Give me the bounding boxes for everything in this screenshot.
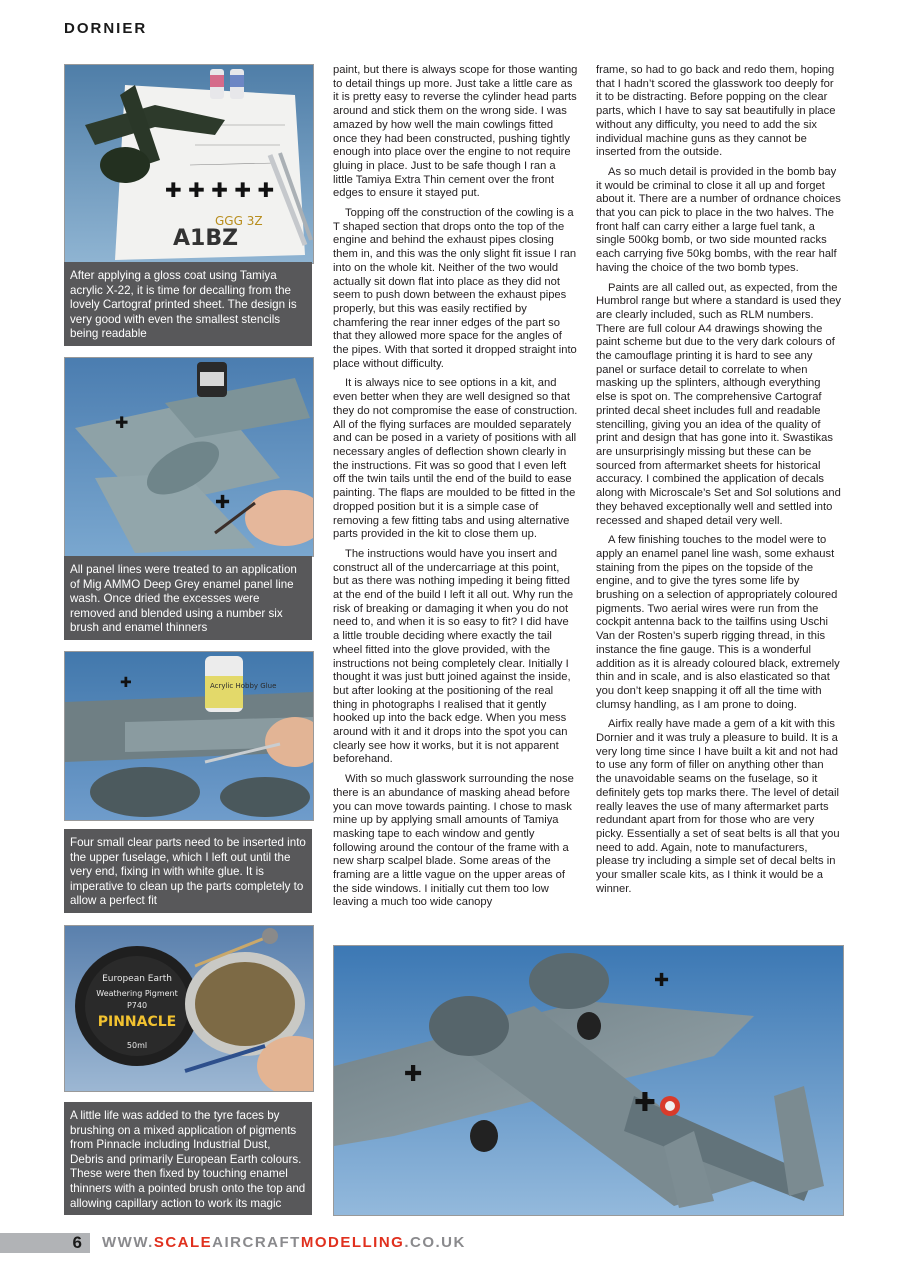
pigment-name: European Earth [102, 974, 172, 984]
paragraph: Paints are all called out, as expected, from the Humbrol range but where a standard is used they are clearly included, such as RLM numbers. There are full colour A4 drawings showing the paint scheme but due to the very dark colours of the camouflage printing it is hard to see any panel or surface detail to correlate to when masking up the splinters, although everything else is spot on. The comprehensive Cartograf printed decal sheet includes full and readable stencilling, giving you an idea of the quality of print and design that has gone into it. Swastikas are unsurprisingly missing but these can be sourced from aftermarket sheets for historical accuracy. I combined the application of decals along with Microscale’s Set and Sol solutions and they behaved exceptionally well and settled into recessed and shaped detail very well. [596, 281, 842, 527]
svg-text:GGG 3Z: GGG 3Z [215, 214, 263, 228]
pigment-type: Weathering Pigment [96, 989, 178, 998]
paragraph: paint, but there is always scope for those wanting to detail things up more. Just take a little care as it is pretty easy to reverse the cylinder head parts around and stick them on the wrong side. I was amazed by how well the main cowlings fitted once they had been constructed, pushing tightly enough into place over the engine to not require gluing in place. Just to be safe though I ran a little Tamiya Extra Thin cement over the front edges to ensure it stayed put. [333, 64, 578, 200]
paragraph: A few finishing touches to the model were to apply an enamel panel line wash, some exhaust staining from the pipes on the topside of the engine, and to give the tyres some life by brushing on a selection of appropriately coloured pigments. Two aerial wires were run from the cockpit antenna back to the tailfins using Uschi Van der Rosten’s superb rigging thread, in this instance the fine gauge. This is a wonderful addition as it is already coloured black, extremely thin and in scale, and is also elasticated so that you don’t keep snapping it off all the time with clumsy handling, as I am prone to doing. [596, 534, 840, 711]
url-scale: SCALE [153, 1234, 213, 1251]
caption-panel-wash: All panel lines were treated to an application of Mig AMMO Deep Grey enamel panel line wash. Once dried the excesses were removed and blended using a number six brush and enamel thinners [64, 556, 312, 640]
glue-label: Acrylic Hobby Glue [210, 682, 277, 690]
paragraph: Topping off the construction of the cowling is a T shaped section that drops onto the top of the engine and behind the exhaust pipes closing them in, and this was the only slight fit issue I ran into on the whole kit. Neither of the two would actually sit down flat into place as they did not seem to push down between the exhaust pipes properly, but this was easily rectified by chamfering the rear inner edges of the part so that they allowed more space for the angles of the pipes. With that sorted it dropped straight into place without difficulty. [333, 207, 577, 370]
url-prefix: WWW. [102, 1234, 154, 1251]
finished-model-image [334, 946, 843, 1215]
website-url[interactable] [102, 1234, 466, 1252]
svg-text:✚: ✚ [654, 970, 670, 991]
photo-panel-wash [64, 357, 314, 557]
svg-text:✚: ✚ [634, 1088, 656, 1118]
paragraph: frame, so had to go back and redo them, hoping that I hadn’t scored the glasswork too deeply for it to be distracting. Before popping on the clear parts, which I have to say sat beautifully in place without any difficulty, you need to add the six individual machine guns as they cannot be inserted from the outside. [596, 64, 836, 159]
url-aircraft: AIRCRAFT [212, 1234, 301, 1251]
caption-clear-parts: Four small clear parts need to be inserted into the upper fuselage, which I left out until the very end, fixing in with white glue. It is imperative to clean up the parts completely to allow a perfect fit [64, 829, 312, 913]
svg-text:✚: ✚ [404, 1062, 423, 1087]
pigment-size: 50ml [126, 1041, 148, 1050]
svg-text:✚: ✚ [115, 413, 129, 432]
clear-parts-image [65, 652, 313, 820]
caption-decalling: After applying a gloss coat using Tamiya acrylic X-22, it is time for decalling from the lovely Cartograf printed sheet. The design is very good with even the smallest stencils being readable [64, 262, 312, 346]
panel-wash-image [65, 358, 313, 556]
text-column-middle [333, 64, 578, 916]
photo-decalling [64, 64, 314, 264]
page-number: 6 [72, 1233, 82, 1252]
photo-finished-model [333, 945, 844, 1216]
text-column-right [596, 64, 842, 902]
caption-pigment: A little life was added to the tyre faces by brushing on a mixed application of pigments from Pinnacle including Industrial Dust, Debris and primarily European Earth colours. These were then fixed by touching enamel thinners with a pointed brush onto the top and allowing capillary action to work its magic [64, 1102, 312, 1215]
page-number-block [0, 1233, 90, 1253]
photo-clear-parts [64, 651, 314, 821]
paragraph: With so much glasswork surrounding the nose there is an abundance of masking ahead before you can move towards painting. I chose to mask mine up by applying small amounts of Tamiya masking tape to each window and gently following around the contour of the frame with a new sharp scalpel blade. Some areas of the framing are a little vague on the upper areas of the side windows. I initially cut them too low leaving a much too wide canopy [333, 773, 574, 909]
decal-sheet-image [65, 65, 313, 263]
svg-text:✚: ✚ [120, 675, 132, 691]
paragraph: Airfix really have made a gem of a kit with this Dornier and it was truly a pleasure to build. It is a very long time since I have built a kit and not had to use any form of filler on anything other than the unavoidable seams on the fuselage, so it definitely gets top marks there. The level of detail really leaves the use of many aftermarket parts redundant apart from for those who are very picky. Essentially a set of seat belts is all that you need to add. Again, note to manufacturers, please try including a simple set of decal belts in your smaller scale kits, as I think it would be a winner. [596, 718, 840, 895]
url-modelling: MODELLING [300, 1234, 405, 1251]
svg-text:✚: ✚ [215, 492, 231, 513]
url-suffix: .CO.UK [404, 1234, 466, 1251]
svg-text:✚ ✚ ✚ ✚ ✚: ✚ ✚ ✚ ✚ ✚ [165, 178, 275, 202]
pigment-brand: PINNACLE [97, 1014, 177, 1030]
pigment-image [65, 926, 313, 1091]
paragraph: As so much detail is provided in the bomb bay it would be criminal to close it all up and forget about it. There are a number of ordnance choices that you can pick to place in the two halves. The front half can carry either a large fuel tank, a single 500kg bomb, or two side mounted racks each carrying five 50kg bombs, with the rear half having the choice of the two bomb types. [596, 165, 841, 274]
paragraph: It is always nice to see options in a kit, and even better when they are well designed so that they do not compromise the ease of construction. All of the flying surfaces are moulded separately and can be posed in a variety of positions with all necessary angles of deflection shown clearly in the instructions. Fit was so good that I even left off the twin tails until the end of the build to ease painting. The flaps are moulded to be fitted in the dropped position but it is a simple case of removing a few fitting tabs and using alternative parts provided in the kit to close them up. [333, 377, 578, 541]
decal-text: A1BZ [173, 226, 239, 251]
paragraph: The instructions would have you insert and construct all of the undercarriage at this point, but as there was nothing impeding it being fitted at the end of the build I left it all out. Why run the risk of breaking or damaging it when you do not need to, and when it is so easy to fit? I did have a little trouble deciding where exactly the tail wheel fitted into the glove provided, with the instructions not being completely clear. Initially I thought it was just butt joined against the inside, but after looking at the positioning of the real thing in photographs I realised that it gently hooked up into the back edge. When you mess around with it and it drops into the spot you can clearly see how it works, but it is not apparent beforehand. [333, 547, 574, 766]
pigment-code: P740 [126, 1001, 148, 1010]
section-header: DORNIER [64, 20, 148, 37]
photo-pigment [64, 925, 314, 1092]
